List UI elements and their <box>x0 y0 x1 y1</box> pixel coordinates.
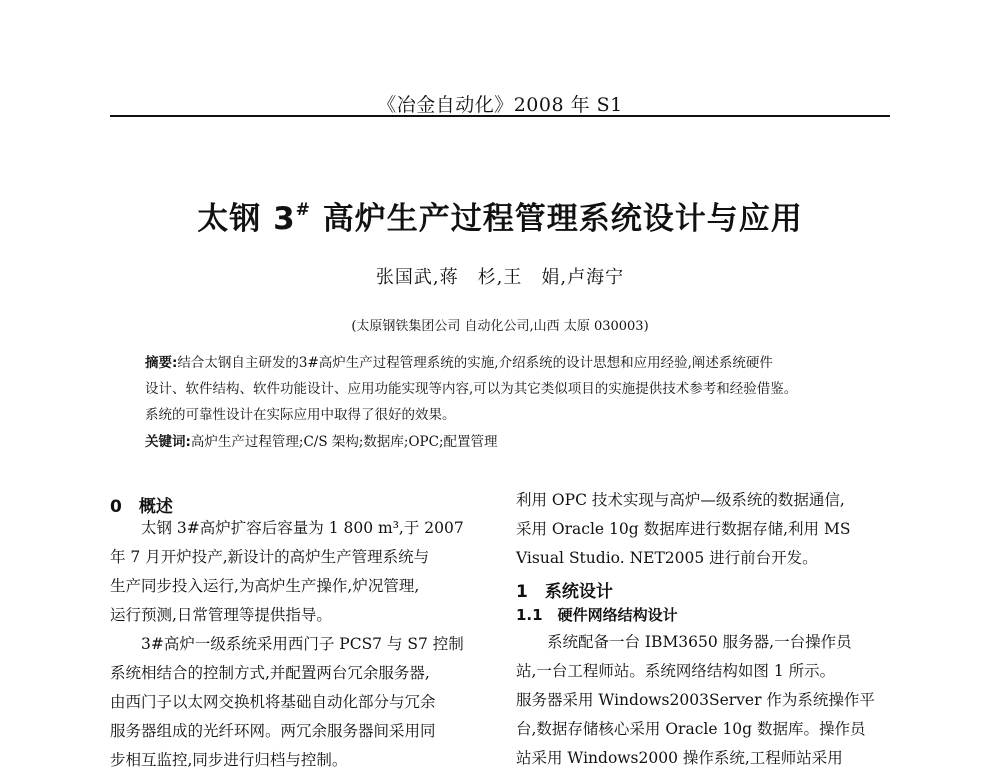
abstract-line-2: 设计、软件结构、软件功能设计、应用功能实现等内容,可以为其它类似项目的实施提供技术参考和经验借鉴。 <box>145 381 798 397</box>
text-line: 站采用 Windows2000 操作系统,工程师站采用 <box>516 749 843 767</box>
text-line: 太钢 3#高炉扩容后容量为 1 800 m³,于 2007 <box>110 519 464 537</box>
section-1-1-heading: 1.1 硬件网络结构设计 <box>516 606 678 624</box>
text-line: 系统相结合的控制方式,并配置两台冗余服务器, <box>110 664 430 682</box>
keywords-line <box>145 429 880 455</box>
text-line: 年 7 月开炉投产,新设计的高炉生产管理系统与 <box>110 548 430 566</box>
text-line: 3#高炉一级系统采用西门子 PCS7 与 S7 控制 <box>110 635 464 653</box>
section-0-heading: 0 概述 <box>110 497 173 517</box>
text-line: 由西门子以太网交换机将基础自动化部分与冗余 <box>110 693 436 711</box>
abstract-label: 摘要: <box>145 355 178 371</box>
keywords-text: 高炉生产过程管理;C/S 架构;数据库;OPC;配置管理 <box>190 434 498 450</box>
affiliation: (太原钢铁集团公司 自动化公司,山西 太原 030003) <box>351 319 649 334</box>
header-rule <box>110 115 890 117</box>
text-line: 服务器组成的光纤环网。两冗余服务器间采用同 <box>110 722 436 740</box>
right-column-text-top <box>516 486 850 573</box>
text-line: 生产同步投入运行,为高炉生产操作,炉况管理, <box>110 577 420 595</box>
text-line: 利用 OPC 技术实现与高炉—级系统的数据通信, <box>516 491 845 509</box>
abstract-line-3: 系统的可靠性设计在实际应用中取得了很好的效果。 <box>145 407 456 423</box>
text-line: 采用 Oracle 10g 数据库进行数据存储,利用 MS <box>516 520 851 538</box>
text-line: 步相互监控,同步进行归档与控制。 <box>110 751 348 769</box>
paper-title <box>0 193 1000 238</box>
text-line: 台,数据存储核心采用 Oracle 10g 数据库。操作员 <box>516 720 866 738</box>
title-superscript: # <box>295 200 311 220</box>
text-line: 站,一台工程师站。系统网络结构如图 1 所示。 <box>516 662 836 680</box>
text-line: 系统配备一台 IBM3650 服务器,一台操作员 <box>516 633 852 651</box>
title-part-1: 太钢 3 <box>197 201 296 237</box>
title-part-2: 高炉生产过程管理系统设计与应用 <box>310 201 803 237</box>
keywords-label: 关键词: <box>145 434 191 450</box>
abstract-line-1 <box>145 350 880 376</box>
text-line: Visual Studio. NET2005 进行前台开发。 <box>516 549 818 567</box>
right-column-text-bottom <box>516 628 875 773</box>
abstract-text-1: 结合太钢自主研发的3#高炉生产过程管理系统的实施,介绍系统的设计思想和应用经验,阐述系统硬件 <box>177 355 773 371</box>
left-column-text <box>110 514 464 775</box>
authors: 张国武,蒋 杉,王 娟,卢海宁 <box>375 267 625 288</box>
text-line: 服务器采用 Windows2003Server 作为系统操作平 <box>516 691 875 709</box>
section-1-heading: 1 系统设计 <box>516 582 613 602</box>
journal-header: 《冶金自动化》2008 年 S1 <box>377 94 623 116</box>
text-line: 运行预测,日常管理等提供指导。 <box>110 606 332 624</box>
